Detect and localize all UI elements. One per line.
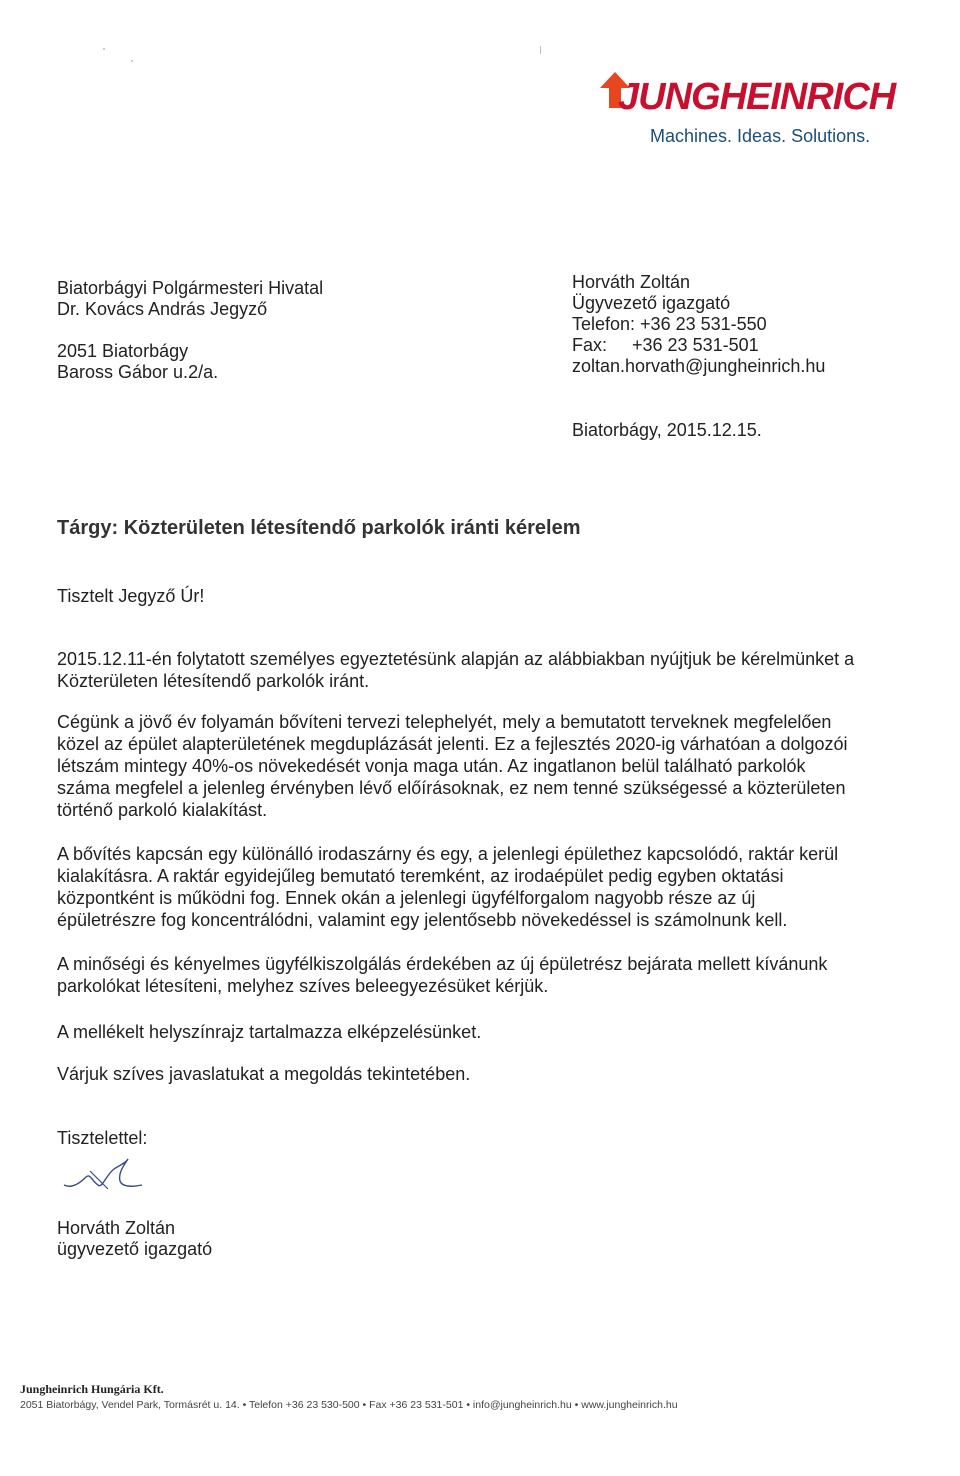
signer-title: ügyvezető igazgató xyxy=(57,1239,213,1259)
recipient-city: 2051 Biatorbágy xyxy=(57,341,189,361)
sender-name: Horváth Zoltán xyxy=(572,272,691,292)
recipient-street: Baross Gábor u.2/a. xyxy=(57,362,219,382)
body-paragraph: 2015.12.11-én folytatott személyes egyeztetésünk alapján az alábbiakban nyújtjuk be kérelmünket a Közterületen létesítendő parkolók iránt. xyxy=(57,649,855,691)
letter-date: Biatorbágy, 2015.12.15. xyxy=(572,420,762,440)
logo-tagline: Machines. Ideas. Solutions. xyxy=(650,126,871,146)
recipient-name: Dr. Kovács András Jegyző xyxy=(57,299,268,319)
footer-details: 2051 Biatorbágy, Vendel Park, Tormásrét u. 14. • Telefon +36 23 530-500 • Fax +36 23 531-501 • info@jungheinrich.hu • www.jungheinrich.hu xyxy=(20,1399,678,1411)
subject-text: Közterületen létesítendő parkolók iránti kérelem xyxy=(123,517,581,539)
handwritten-signature xyxy=(62,1155,152,1205)
signer-name: Horváth Zoltán xyxy=(57,1218,176,1238)
salutation: Tisztelt Jegyző Úr! xyxy=(57,586,205,606)
sender-info xyxy=(572,272,825,377)
footer-company: Jungheinrich Hungária Kft. xyxy=(20,1382,164,1396)
subject-line xyxy=(57,517,580,540)
letter-footer xyxy=(20,1382,940,1411)
closing: Tisztelettel: xyxy=(57,1128,148,1148)
sender-phone: Telefon: +36 23 531-550 xyxy=(572,314,767,334)
body-paragraph: A bővítés kapcsán egy különálló irodaszárny és egy, a jelenlegi épülethez kapcsolódó, raktár kerül kialakításra. A raktár egyidejűleg bemutató teremként, az irodaépület pedig egyben oktatási központként is működni fog. Ennek okán a jelenlegi ügyfélforgalom nagyobb része az új épületrészre fog koncentrálódni, valamint egy jelentősebb növekedéssel is számolnunk kell. xyxy=(57,844,839,930)
sender-title: Ügyvezető igazgató xyxy=(572,293,731,313)
letter-body xyxy=(57,648,857,1105)
scan-speck xyxy=(540,46,541,54)
sender-email: zoltan.horvath@jungheinrich.hu xyxy=(572,356,826,376)
body-paragraph: A mellékelt helyszínrajz tartalmazza elképzelésünket. xyxy=(57,1022,482,1042)
scan-speck xyxy=(131,60,133,62)
recipient-address xyxy=(57,278,323,383)
sender-fax: Fax: +36 23 531-501 xyxy=(572,335,759,355)
logo-wordmark: JUNGHEINRICH xyxy=(618,76,896,118)
body-paragraph: Cégünk a jövő év folyamán bővíteni tervezi telephelyét, mely a bemutatott terveknek megfelelően közel az épület alapterületének megduplázását jelenti. Ez a fejlesztés 2020-ig várhatóan a dolgozói létszám mintegy 40%-os növekedését vonja maga után. Az ingatlanon belül található parkolók száma megfelel a jelenleg érvényben lévő előírásoknak, ez nem tenné szükségessé a közterületen történő parkoló kialakítást. xyxy=(57,712,848,820)
subject-label: Tárgy: xyxy=(57,517,119,539)
body-paragraph: A minőségi és kényelmes ügyfélkiszolgálás érdekében az új épületrész bejárata mellett kívánunk parkolókat létesíteni, melyhez szíves beleegyezésüket kérjük. xyxy=(57,954,828,996)
company-logo xyxy=(600,72,900,152)
scan-speck xyxy=(103,48,105,50)
signer-block xyxy=(57,1218,212,1260)
body-paragraph: Várjuk szíves javaslatukat a megoldás tekintetében. xyxy=(57,1064,471,1084)
recipient-office: Biatorbágyi Polgármesteri Hivatal xyxy=(57,278,324,298)
